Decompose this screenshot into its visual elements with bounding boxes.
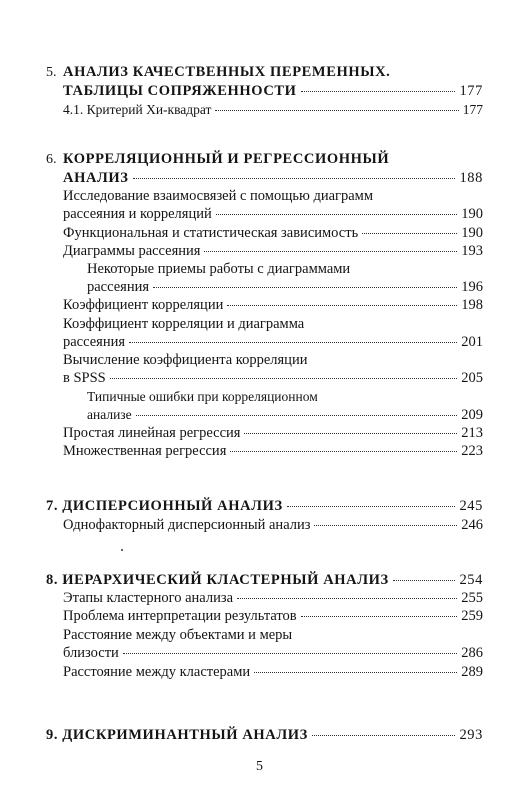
- toc-item[interactable]: [63, 608, 483, 625]
- toc-item[interactable]: [63, 443, 483, 460]
- toc-subitem-line1: Некоторые приемы работы с диаграммами: [87, 261, 351, 277]
- toc-item-label: Расстояние между кластерами: [63, 664, 251, 680]
- toc-item-label: 4.1. Критерий Хи-квадрат: [63, 102, 212, 117]
- dot-leader: [314, 525, 457, 526]
- dot-leader: [237, 598, 457, 599]
- chapter-9-title: 9. ДИСКРИМИНАНТНЫЙ АНАЛИЗ: [46, 727, 308, 743]
- toc-item-label: Однофакторный дисперсионный анализ: [63, 517, 311, 533]
- dot-leader: [254, 672, 457, 673]
- toc-item-label: Этапы кластерного анализа: [63, 590, 234, 606]
- dot-leader: [123, 653, 457, 654]
- toc-item[interactable]: [63, 206, 483, 223]
- toc-item-page: 201: [461, 334, 483, 350]
- toc-item[interactable]: [63, 517, 483, 534]
- chapter-6-title-line2: АНАЛИЗ: [63, 170, 129, 186]
- toc-item-page: 190: [461, 225, 483, 241]
- dot-leader: [215, 110, 458, 111]
- dot-leader: [216, 214, 458, 215]
- chapter-5-title-line2: ТАБЛИЦЫ СОПРЯЖЕННОСТИ: [63, 83, 297, 99]
- toc-item-line1: Вычисление коэффициента корреляции: [63, 352, 308, 368]
- toc-item[interactable]: [63, 590, 483, 607]
- toc-item-page: 198: [461, 297, 483, 313]
- toc-item[interactable]: [63, 645, 483, 662]
- dot-leader: [301, 91, 456, 92]
- toc-subitem[interactable]: [87, 279, 483, 296]
- toc-item-page: 193: [461, 243, 483, 259]
- toc-item-label: Множественная регрессия: [63, 443, 227, 459]
- dot-leader: [362, 233, 457, 234]
- toc-item-label: рассеяния и корреляций: [63, 206, 212, 222]
- chapter-5-number: 5.: [46, 65, 57, 80]
- chapter-5-title-line1: АНАЛИЗ КАЧЕСТВЕННЫХ ПЕРЕМЕННЫХ.: [63, 64, 391, 80]
- chapter-8-title: 8. ИЕРАРХИЧЕСКИЙ КЛАСТЕРНЫЙ АНАЛИЗ: [46, 572, 389, 588]
- toc-item-label: Проблема интерпретации результатов: [63, 608, 297, 624]
- chapter-6-entry[interactable]: [63, 170, 483, 187]
- toc-item[interactable]: [63, 243, 483, 260]
- toc-item-page: 223: [461, 443, 483, 459]
- toc-item-label: Функциональная и статистическая зависимость: [63, 225, 359, 241]
- toc-item-page: 259: [461, 608, 483, 624]
- toc-item[interactable]: [63, 664, 483, 681]
- toc-subitem-label: рассеяния: [87, 279, 150, 295]
- chapter-5-page: 177: [459, 83, 483, 99]
- toc-subitem-line1: Типичные ошибки при корреляционном: [87, 389, 318, 404]
- toc-item-label: Диаграммы рассеяния: [63, 243, 201, 259]
- dot-leader: [301, 616, 458, 617]
- dot-leader: [204, 251, 457, 252]
- dot-leader: [244, 433, 457, 434]
- chapter-6-number: 6.: [46, 152, 57, 167]
- dot-leader: [230, 451, 457, 452]
- dot-leader: [133, 178, 456, 179]
- toc-item-page: 286: [461, 645, 483, 661]
- toc-item-label: Коэффициент корреляции: [63, 297, 224, 313]
- toc-item-page: 177: [462, 102, 483, 117]
- dot-leader: [287, 506, 456, 507]
- toc-item-page: 190: [461, 206, 483, 222]
- toc-item-page: 289: [461, 664, 483, 680]
- toc-subitem-page: 209: [461, 407, 483, 423]
- dot-leader: [136, 415, 458, 416]
- toc-item-label: близости: [63, 645, 119, 661]
- toc-item-label: Простая линейная регрессия: [63, 425, 241, 441]
- chapter-7-entry[interactable]: [46, 498, 483, 515]
- dot-leader: [227, 305, 457, 306]
- chapter-7-title: 7. ДИСПЕРСИОННЫЙ АНАЛИЗ: [46, 498, 283, 514]
- toc-item-line1: Коэффициент корреляции и диаграмма: [63, 316, 305, 332]
- dot-leader: [129, 342, 457, 343]
- chapter-5-entry[interactable]: [63, 83, 483, 100]
- toc-item-line1: Расстояние между объектами и меры: [63, 627, 293, 643]
- toc-subitem-label: анализе: [87, 407, 132, 422]
- dot-leader: [153, 287, 457, 288]
- toc-item[interactable]: [63, 425, 483, 442]
- dot-leader: [312, 735, 456, 736]
- chapter-9-page: 293: [459, 727, 483, 743]
- toc-item-page: 255: [461, 590, 483, 606]
- chapter-8-page: 254: [459, 572, 483, 588]
- toc-subitem[interactable]: [87, 407, 483, 424]
- toc-subitem-page: 196: [461, 279, 483, 295]
- print-speck: [121, 549, 123, 551]
- toc-item[interactable]: [63, 334, 483, 351]
- chapter-8-entry[interactable]: [46, 572, 483, 589]
- page-number: 5: [256, 759, 263, 774]
- dot-leader: [393, 580, 456, 581]
- toc-item[interactable]: [63, 102, 483, 118]
- chapter-9-entry[interactable]: [46, 727, 483, 744]
- toc-item-page: 205: [461, 370, 483, 386]
- toc-item[interactable]: [63, 370, 483, 387]
- chapter-6-page: 188: [459, 170, 483, 186]
- toc-item-page: 246: [461, 517, 483, 533]
- toc-item-label: рассеяния: [63, 334, 126, 350]
- toc-item-label: в SPSS: [63, 370, 106, 386]
- chapter-6-title-line1: КОРРЕЛЯЦИОННЫЙ И РЕГРЕССИОННЫЙ: [63, 151, 390, 167]
- toc-item-line1: Исследование взаимосвязей с помощью диаграмм: [63, 188, 374, 204]
- toc-item-page: 213: [461, 425, 483, 441]
- toc-item[interactable]: [63, 225, 483, 242]
- toc-item[interactable]: [63, 297, 483, 314]
- dot-leader: [110, 378, 458, 379]
- chapter-7-page: 245: [459, 498, 483, 514]
